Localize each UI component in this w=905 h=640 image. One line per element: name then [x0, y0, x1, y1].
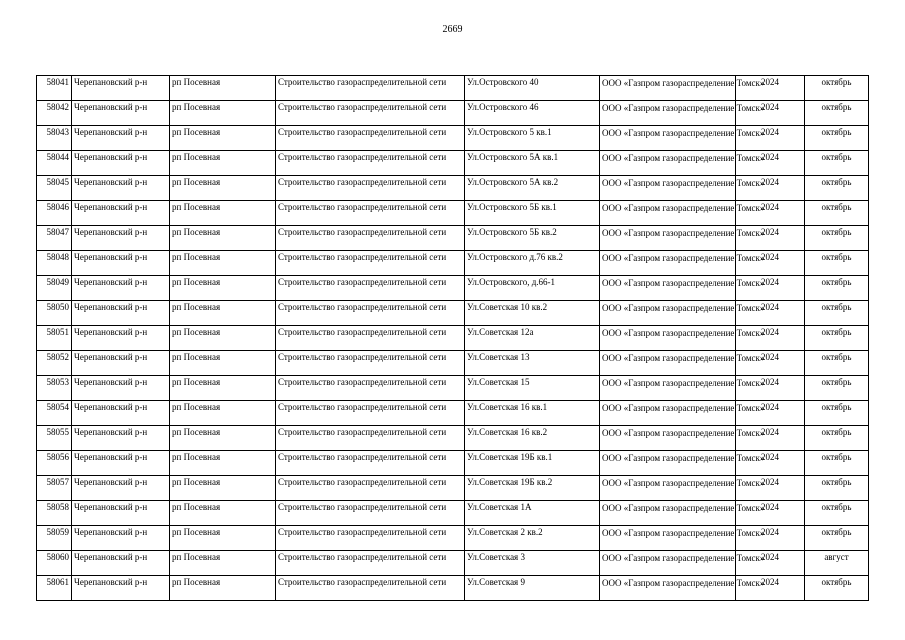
address-cell: Ул.Советская 19Б кв.2 — [465, 476, 600, 501]
month-cell: октябрь — [805, 351, 869, 376]
organization-cell: ООО «Газпром газораспределение Томск» — [600, 526, 736, 551]
address-cell: Ул.Островского 5А кв.2 — [465, 176, 600, 201]
organization-cell: ООО «Газпром газораспределение Томск» — [600, 476, 736, 501]
address-cell: Ул.Советская 2 кв.2 — [465, 526, 600, 551]
table-row — [37, 226, 869, 251]
district-cell: Черепановский р-н — [72, 426, 170, 451]
month-cell: октябрь — [805, 226, 869, 251]
organization-cell: ООО «Газпром газораспределение Томск» — [600, 501, 736, 526]
year-cell: 2024 — [736, 301, 805, 326]
month-cell: октябрь — [805, 501, 869, 526]
locality-cell: рп Посевная — [170, 276, 276, 301]
row-number-cell: 58052 — [37, 351, 72, 376]
month-cell: октябрь — [805, 176, 869, 201]
work-type-cell: Строительство газораспределительной сети — [276, 426, 465, 451]
year-cell: 2024 — [736, 551, 805, 576]
district-cell: Черепановский р-н — [72, 576, 170, 601]
year-cell: 2024 — [736, 201, 805, 226]
district-cell: Черепановский р-н — [72, 226, 170, 251]
work-type-cell: Строительство газораспределительной сети — [276, 326, 465, 351]
year-cell: 2024 — [736, 501, 805, 526]
row-number-cell: 58055 — [37, 426, 72, 451]
district-cell: Черепановский р-н — [72, 101, 170, 126]
year-cell: 2024 — [736, 426, 805, 451]
year-cell: 2024 — [736, 101, 805, 126]
row-number-cell: 58058 — [37, 501, 72, 526]
month-cell: октябрь — [805, 251, 869, 276]
year-cell: 2024 — [736, 276, 805, 301]
row-number-cell: 58060 — [37, 551, 72, 576]
row-number-cell: 58053 — [37, 376, 72, 401]
table-row — [37, 376, 869, 401]
organization-cell: ООО «Газпром газораспределение Томск» — [600, 401, 736, 426]
work-type-cell: Строительство газораспределительной сети — [276, 126, 465, 151]
district-cell: Черепановский р-н — [72, 351, 170, 376]
address-cell: Ул.Советская 10 кв.2 — [465, 301, 600, 326]
organization-cell: ООО «Газпром газораспределение Томск» — [600, 151, 736, 176]
table-row — [37, 576, 869, 601]
row-number-cell: 58061 — [37, 576, 72, 601]
work-type-cell: Строительство газораспределительной сети — [276, 151, 465, 176]
row-number-cell: 58048 — [37, 251, 72, 276]
address-cell: Ул.Советская 3 — [465, 551, 600, 576]
address-cell: Ул.Советская 1А — [465, 501, 600, 526]
organization-cell: ООО «Газпром газораспределение Томск» — [600, 226, 736, 251]
locality-cell: рп Посевная — [170, 551, 276, 576]
work-type-cell: Строительство газораспределительной сети — [276, 501, 465, 526]
year-cell: 2024 — [736, 576, 805, 601]
district-cell: Черепановский р-н — [72, 201, 170, 226]
address-cell: Ул.Островского 5Б кв.2 — [465, 226, 600, 251]
month-cell: октябрь — [805, 326, 869, 351]
work-type-cell: Строительство газораспределительной сети — [276, 76, 465, 101]
locality-cell: рп Посевная — [170, 326, 276, 351]
work-type-cell: Строительство газораспределительной сети — [276, 276, 465, 301]
row-number-cell: 58044 — [37, 151, 72, 176]
address-cell: Ул.Советская 16 кв.1 — [465, 401, 600, 426]
row-number-cell: 58049 — [37, 276, 72, 301]
address-cell: Ул.Советская 9 — [465, 576, 600, 601]
work-type-cell: Строительство газораспределительной сети — [276, 476, 465, 501]
address-cell: Ул.Советская 19Б кв.1 — [465, 451, 600, 476]
organization-cell: ООО «Газпром газораспределение Томск» — [600, 326, 736, 351]
organization-cell: ООО «Газпром газораспределение Томск» — [600, 76, 736, 101]
district-cell: Черепановский р-н — [72, 451, 170, 476]
work-type-cell: Строительство газораспределительной сети — [276, 301, 465, 326]
year-cell: 2024 — [736, 526, 805, 551]
year-cell: 2024 — [736, 151, 805, 176]
row-number-cell: 58057 — [37, 476, 72, 501]
gasification-schedule-table — [36, 75, 869, 601]
organization-cell: ООО «Газпром газораспределение Томск» — [600, 576, 736, 601]
district-cell: Черепановский р-н — [72, 251, 170, 276]
year-cell: 2024 — [736, 351, 805, 376]
district-cell: Черепановский р-н — [72, 326, 170, 351]
year-cell: 2024 — [736, 126, 805, 151]
work-type-cell: Строительство газораспределительной сети — [276, 201, 465, 226]
locality-cell: рп Посевная — [170, 301, 276, 326]
table-row — [37, 76, 869, 101]
work-type-cell: Строительство газораспределительной сети — [276, 176, 465, 201]
row-number-cell: 58046 — [37, 201, 72, 226]
month-cell: октябрь — [805, 101, 869, 126]
work-type-cell: Строительство газораспределительной сети — [276, 351, 465, 376]
district-cell: Черепановский р-н — [72, 551, 170, 576]
year-cell: 2024 — [736, 251, 805, 276]
table-row — [37, 276, 869, 301]
district-cell: Черепановский р-н — [72, 126, 170, 151]
table-row — [37, 476, 869, 501]
table-row — [37, 326, 869, 351]
work-type-cell: Строительство газораспределительной сети — [276, 451, 465, 476]
district-cell: Черепановский р-н — [72, 526, 170, 551]
address-cell: Ул.Советская 13 — [465, 351, 600, 376]
table-row — [37, 451, 869, 476]
address-cell: Ул.Островского 46 — [465, 101, 600, 126]
year-cell: 2024 — [736, 376, 805, 401]
address-cell: Ул.Островского 5Б кв.1 — [465, 201, 600, 226]
row-number-cell: 58042 — [37, 101, 72, 126]
table-row — [37, 101, 869, 126]
organization-cell: ООО «Газпром газораспределение Томск» — [600, 126, 736, 151]
organization-cell: ООО «Газпром газораспределение Томск» — [600, 276, 736, 301]
locality-cell: рп Посевная — [170, 76, 276, 101]
locality-cell: рп Посевная — [170, 151, 276, 176]
table-row — [37, 351, 869, 376]
month-cell: октябрь — [805, 426, 869, 451]
locality-cell: рп Посевная — [170, 226, 276, 251]
year-cell: 2024 — [736, 401, 805, 426]
work-type-cell: Строительство газораспределительной сети — [276, 401, 465, 426]
organization-cell: ООО «Газпром газораспределение Томск» — [600, 551, 736, 576]
work-type-cell: Строительство газораспределительной сети — [276, 376, 465, 401]
row-number-cell: 58047 — [37, 226, 72, 251]
table-row — [37, 176, 869, 201]
row-number-cell: 58043 — [37, 126, 72, 151]
month-cell: октябрь — [805, 451, 869, 476]
locality-cell: рп Посевная — [170, 176, 276, 201]
organization-cell: ООО «Газпром газораспределение Томск» — [600, 301, 736, 326]
district-cell: Черепановский р-н — [72, 151, 170, 176]
address-cell: Ул.Островского 40 — [465, 76, 600, 101]
month-cell: октябрь — [805, 201, 869, 226]
district-cell: Черепановский р-н — [72, 476, 170, 501]
work-type-cell: Строительство газораспределительной сети — [276, 226, 465, 251]
district-cell: Черепановский р-н — [72, 276, 170, 301]
locality-cell: рп Посевная — [170, 376, 276, 401]
month-cell: октябрь — [805, 401, 869, 426]
locality-cell: рп Посевная — [170, 401, 276, 426]
month-cell: октябрь — [805, 151, 869, 176]
organization-cell: ООО «Газпром газораспределение Томск» — [600, 201, 736, 226]
table-row — [37, 301, 869, 326]
table-body — [37, 76, 869, 601]
locality-cell: рп Посевная — [170, 426, 276, 451]
page-number: 2669 — [442, 24, 463, 35]
locality-cell: рп Посевная — [170, 351, 276, 376]
district-cell: Черепановский р-н — [72, 501, 170, 526]
row-number-cell: 58041 — [37, 76, 72, 101]
organization-cell: ООО «Газпром газораспределение Томск» — [600, 451, 736, 476]
locality-cell: рп Посевная — [170, 126, 276, 151]
address-cell: Ул.Островского 5А кв.1 — [465, 151, 600, 176]
work-type-cell: Строительство газораспределительной сети — [276, 551, 465, 576]
district-cell: Черепановский р-н — [72, 301, 170, 326]
table-row — [37, 551, 869, 576]
year-cell: 2024 — [736, 476, 805, 501]
month-cell: октябрь — [805, 126, 869, 151]
locality-cell: рп Посевная — [170, 576, 276, 601]
month-cell: октябрь — [805, 76, 869, 101]
district-cell: Черепановский р-н — [72, 376, 170, 401]
row-number-cell: 58059 — [37, 526, 72, 551]
year-cell: 2024 — [736, 451, 805, 476]
locality-cell: рп Посевная — [170, 101, 276, 126]
address-cell: Ул.Островского 5 кв.1 — [465, 126, 600, 151]
address-cell: Ул.Советская 12а — [465, 326, 600, 351]
locality-cell: рп Посевная — [170, 476, 276, 501]
locality-cell: рп Посевная — [170, 501, 276, 526]
table-row — [37, 401, 869, 426]
address-cell: Ул.Советская 15 — [465, 376, 600, 401]
address-cell: Ул.Советская 16 кв.2 — [465, 426, 600, 451]
district-cell: Черепановский р-н — [72, 76, 170, 101]
row-number-cell: 58045 — [37, 176, 72, 201]
year-cell: 2024 — [736, 226, 805, 251]
row-number-cell: 58051 — [37, 326, 72, 351]
organization-cell: ООО «Газпром газораспределение Томск» — [600, 251, 736, 276]
work-type-cell: Строительство газораспределительной сети — [276, 101, 465, 126]
locality-cell: рп Посевная — [170, 526, 276, 551]
month-cell: октябрь — [805, 376, 869, 401]
month-cell: август — [805, 551, 869, 576]
locality-cell: рп Посевная — [170, 201, 276, 226]
table-row — [37, 526, 869, 551]
row-number-cell: 58050 — [37, 301, 72, 326]
table-row — [37, 151, 869, 176]
table-row — [37, 501, 869, 526]
month-cell: октябрь — [805, 576, 869, 601]
organization-cell: ООО «Газпром газораспределение Томск» — [600, 376, 736, 401]
row-number-cell: 58054 — [37, 401, 72, 426]
district-cell: Черепановский р-н — [72, 176, 170, 201]
organization-cell: ООО «Газпром газораспределение Томск» — [600, 426, 736, 451]
work-type-cell: Строительство газораспределительной сети — [276, 251, 465, 276]
address-cell: Ул.Островского, д.66-1 — [465, 276, 600, 301]
table-row — [37, 201, 869, 226]
table-row — [37, 251, 869, 276]
locality-cell: рп Посевная — [170, 251, 276, 276]
locality-cell: рп Посевная — [170, 451, 276, 476]
month-cell: октябрь — [805, 476, 869, 501]
organization-cell: ООО «Газпром газораспределение Томск» — [600, 176, 736, 201]
district-cell: Черепановский р-н — [72, 401, 170, 426]
row-number-cell: 58056 — [37, 451, 72, 476]
table-row — [37, 426, 869, 451]
month-cell: октябрь — [805, 276, 869, 301]
work-type-cell: Строительство газораспределительной сети — [276, 576, 465, 601]
year-cell: 2024 — [736, 176, 805, 201]
address-cell: Ул.Островского д.76 кв.2 — [465, 251, 600, 276]
work-type-cell: Строительство газораспределительной сети — [276, 526, 465, 551]
table-row — [37, 126, 869, 151]
month-cell: октябрь — [805, 526, 869, 551]
organization-cell: ООО «Газпром газораспределение Томск» — [600, 101, 736, 126]
month-cell: октябрь — [805, 301, 869, 326]
year-cell: 2024 — [736, 76, 805, 101]
organization-cell: ООО «Газпром газораспределение Томск» — [600, 351, 736, 376]
year-cell: 2024 — [736, 326, 805, 351]
